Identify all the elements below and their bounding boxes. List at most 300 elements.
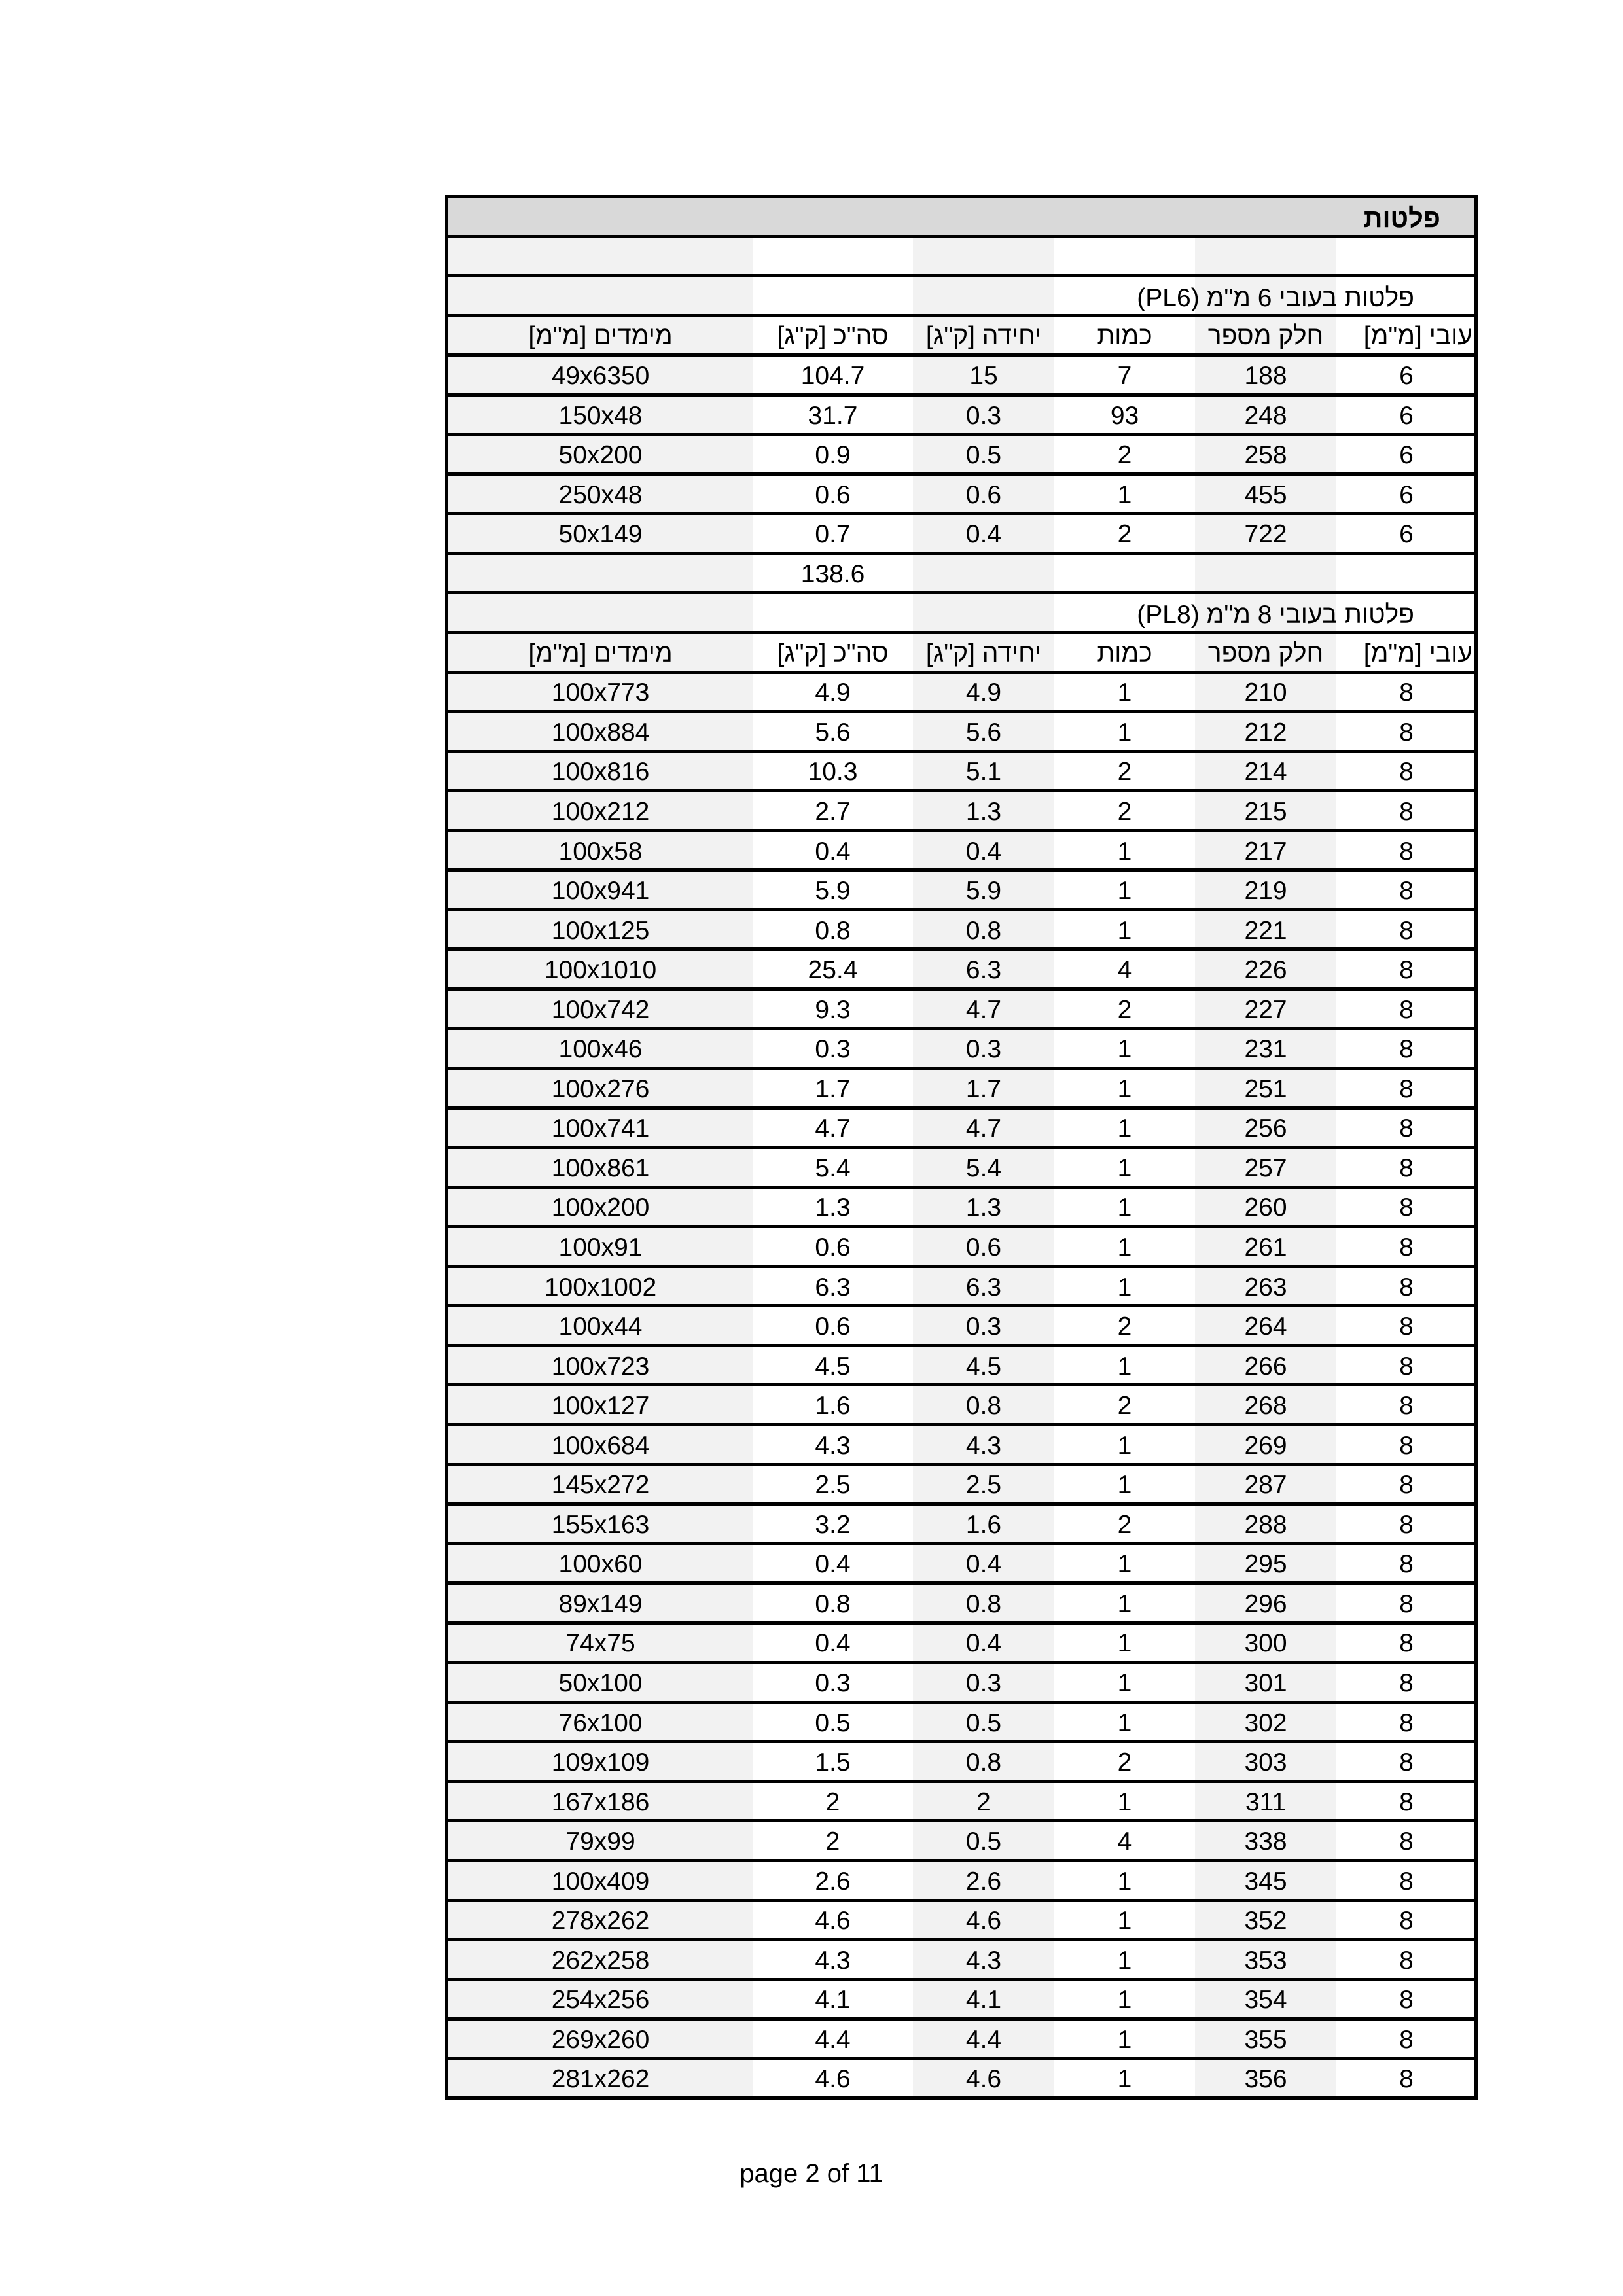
total-weight-cell: 1.7 [753,1070,913,1106]
unit-weight-cell: 0.3 [913,397,1054,433]
unit-weight-cell: 0.4 [913,515,1054,552]
part-number-cell: 258 [1195,436,1336,472]
part-number-cell: 251 [1195,1070,1336,1106]
quantity-cell: 2 [1054,792,1195,829]
quantity-cell: 1 [1054,2060,1195,2097]
dimensions-cell: 79x99 [448,1822,753,1859]
dimensions-cell: 100x127 [448,1386,753,1423]
part-number-cell: 288 [1195,1506,1336,1542]
unit-weight-cell: 4.1 [913,1981,1054,2018]
empty-cell [753,198,913,235]
dimensions-cell: 100x409 [448,1862,753,1899]
table-row [448,713,1476,753]
section-title-row [448,594,1476,634]
total-weight-cell: 5.9 [753,872,913,908]
empty-cell [1054,555,1195,592]
thickness-cell: 8 [1336,1030,1476,1067]
total-weight-cell: 0.6 [753,1228,913,1265]
quantity-cell: 1 [1054,1862,1195,1899]
table-right-border [1474,195,1478,2100]
thickness-cell: 8 [1336,2021,1476,2057]
quantity-cell: 1 [1054,1585,1195,1621]
thickness-cell: 8 [1336,1585,1476,1621]
thickness-cell: 8 [1336,1625,1476,1661]
table-row [448,1149,1476,1189]
quantity-cell: 2 [1054,1307,1195,1344]
header-unit-weight: יחידה [ק"ג] [913,634,1054,671]
dimensions-cell: 100x1010 [448,951,753,987]
unit-weight-cell: 1.6 [913,1506,1054,1542]
total-weight-cell: 9.3 [753,991,913,1027]
dimensions-cell: 269x260 [448,2021,753,2057]
table-row [448,1228,1476,1268]
unit-weight-cell: 4.7 [913,991,1054,1027]
section-title: פלטות בעובי 8 מ"מ (PL8) [1137,601,1414,629]
part-number-cell: 352 [1195,1902,1336,1939]
table-row [448,792,1476,832]
dimensions-cell: 250x48 [448,476,753,512]
unit-weight-cell: 2.6 [913,1862,1054,1899]
thickness-cell: 6 [1336,476,1476,512]
total-weight-cell: 0.3 [753,1030,913,1067]
thickness-cell: 8 [1336,1743,1476,1780]
thickness-cell: 8 [1336,1506,1476,1542]
quantity-cell: 7 [1054,357,1195,393]
table-row [448,1506,1476,1545]
dimensions-cell: 100x816 [448,753,753,790]
table-row [448,1070,1476,1110]
quantity-cell: 2 [1054,1506,1195,1542]
total-weight-cell: 4.4 [753,2021,913,2057]
table-row [448,1941,1476,1981]
quantity-cell: 1 [1054,674,1195,711]
part-number-cell: 311 [1195,1783,1336,1820]
unit-weight-cell: 4.3 [913,1941,1054,1978]
part-number-cell: 287 [1195,1466,1336,1503]
header-dimensions: מימדים [מ"מ] [448,317,753,354]
dimensions-cell: 278x262 [448,1902,753,1939]
quantity-cell: 2 [1054,1386,1195,1423]
unit-weight-cell: 4.5 [913,1347,1054,1384]
total-weight-cell: 2 [753,1822,913,1859]
dimensions-cell: 100x58 [448,832,753,869]
total-weight-cell: 0.4 [753,832,913,869]
part-number-cell: 269 [1195,1426,1336,1463]
table-row [448,951,1476,991]
thickness-cell: 8 [1336,911,1476,948]
total-weight-cell: 6.3 [753,1268,913,1305]
empty-cell [1054,238,1195,275]
thickness-cell: 8 [1336,1426,1476,1463]
thickness-cell: 8 [1336,713,1476,750]
table-row [448,2021,1476,2060]
quantity-cell: 1 [1054,911,1195,948]
thickness-cell: 8 [1336,1466,1476,1503]
header-total-weight: סה"כ [ק"ג] [753,634,913,671]
dimensions-cell: 100x941 [448,872,753,908]
thickness-cell: 8 [1336,1783,1476,1820]
unit-weight-cell: 6.3 [913,951,1054,987]
quantity-cell: 1 [1054,1110,1195,1146]
total-weight-cell: 0.6 [753,1307,913,1344]
section-title-row [448,277,1476,317]
empty-cell [1336,238,1476,275]
thickness-cell: 8 [1336,1386,1476,1423]
part-number-cell: 260 [1195,1189,1336,1226]
unit-weight-cell: 2.5 [913,1466,1054,1503]
quantity-cell: 1 [1054,1783,1195,1820]
unit-weight-cell: 0.4 [913,1545,1054,1582]
unit-weight-cell: 5.6 [913,713,1054,750]
sheet-title: פלטות [1363,204,1440,234]
empty-cell [913,277,1054,314]
empty-cell [1054,198,1195,235]
thickness-cell: 8 [1336,1347,1476,1384]
unit-weight-cell: 1.3 [913,1189,1054,1226]
total-weight-cell: 25.4 [753,951,913,987]
empty-cell [1195,555,1336,592]
part-number-cell: 722 [1195,515,1336,552]
thickness-cell: 8 [1336,991,1476,1027]
table-row [448,1268,1476,1308]
table-row [448,1585,1476,1625]
part-number-cell: 354 [1195,1981,1336,2018]
part-number-cell: 212 [1195,713,1336,750]
table-row [448,991,1476,1031]
quantity-cell: 1 [1054,1189,1195,1226]
dimensions-cell: 100x684 [448,1426,753,1463]
dimensions-cell: 262x258 [448,1941,753,1978]
section-title: פלטות בעובי 6 מ"מ (PL6) [1137,283,1414,312]
thickness-cell: 8 [1336,1189,1476,1226]
quantity-cell: 1 [1054,713,1195,750]
part-number-cell: 248 [1195,397,1336,433]
empty-cell [913,555,1054,592]
unit-weight-cell: 6.3 [913,1268,1054,1305]
quantity-cell: 1 [1054,1347,1195,1384]
total-weight-cell: 2.6 [753,1862,913,1899]
quantity-cell: 1 [1054,1149,1195,1186]
total-weight-cell: 0.8 [753,1585,913,1621]
unit-weight-cell: 15 [913,357,1054,393]
total-weight-cell: 0.5 [753,1704,913,1740]
table-row [448,1783,1476,1823]
table-row [448,1386,1476,1426]
unit-weight-cell: 4.6 [913,1902,1054,1939]
section-total-weight: 138.6 [753,555,913,592]
dimensions-cell: 50x149 [448,515,753,552]
quantity-cell: 93 [1054,397,1195,433]
thickness-cell: 8 [1336,753,1476,790]
part-number-cell: 257 [1195,1149,1336,1186]
quantity-cell: 4 [1054,951,1195,987]
dimensions-cell: 167x186 [448,1783,753,1820]
unit-weight-cell: 5.4 [913,1149,1054,1186]
quantity-cell: 1 [1054,832,1195,869]
thickness-cell: 8 [1336,1664,1476,1701]
table-row [448,1110,1476,1150]
unit-weight-cell: 5.1 [913,753,1054,790]
quantity-cell: 1 [1054,1466,1195,1503]
unit-weight-cell: 1.3 [913,792,1054,829]
dimensions-cell: 281x262 [448,2060,753,2097]
unit-weight-cell: 2 [913,1783,1054,1820]
table-row [448,1189,1476,1229]
thickness-cell: 8 [1336,1545,1476,1582]
quantity-cell: 1 [1054,1268,1195,1305]
dimensions-cell: 49x6350 [448,357,753,393]
thickness-cell: 8 [1336,1862,1476,1899]
quantity-cell: 2 [1054,991,1195,1027]
unit-weight-cell: 4.6 [913,2060,1054,2097]
thickness-cell: 8 [1336,1070,1476,1106]
quantity-cell: 1 [1054,1941,1195,1978]
quantity-cell: 1 [1054,2021,1195,2057]
quantity-cell: 1 [1054,1902,1195,1939]
total-weight-cell: 5.4 [753,1149,913,1186]
unit-weight-cell: 5.9 [913,872,1054,908]
quantity-cell: 1 [1054,1625,1195,1661]
table-row [448,1862,1476,1902]
part-number-cell: 217 [1195,832,1336,869]
part-number-cell: 345 [1195,1862,1336,1899]
dimensions-cell: 100x125 [448,911,753,948]
empty-cell [913,594,1054,631]
table-row [448,1426,1476,1466]
empty-cell [1195,238,1336,275]
total-weight-cell: 4.6 [753,1902,913,1939]
empty-cell [448,238,753,275]
thickness-cell: 8 [1336,832,1476,869]
unit-weight-cell: 0.8 [913,911,1054,948]
dimensions-cell: 100x742 [448,991,753,1027]
unit-weight-cell: 0.5 [913,1822,1054,1859]
total-weight-cell: 10.3 [753,753,913,790]
part-number-cell: 219 [1195,872,1336,908]
total-weight-cell: 1.3 [753,1189,913,1226]
total-weight-cell: 2.5 [753,1466,913,1503]
part-number-cell: 210 [1195,674,1336,711]
table-row [448,1981,1476,2021]
unit-weight-cell: 1.7 [913,1070,1054,1106]
column-header-row [448,317,1476,357]
total-weight-cell: 0.7 [753,515,913,552]
table-row [448,753,1476,793]
thickness-cell: 8 [1336,1110,1476,1146]
table-row [448,2060,1476,2100]
total-weight-cell: 0.6 [753,476,913,512]
part-number-cell: 266 [1195,1347,1336,1384]
total-weight-cell: 4.6 [753,2060,913,2097]
dimensions-cell: 76x100 [448,1704,753,1740]
header-dimensions: מימדים [מ"מ] [448,634,753,671]
total-weight-cell: 0.4 [753,1545,913,1582]
dimensions-cell: 109x109 [448,1743,753,1780]
quantity-cell: 1 [1054,872,1195,908]
thickness-cell: 8 [1336,1941,1476,1978]
dimensions-cell: 100x91 [448,1228,753,1265]
empty-cell [913,238,1054,275]
table-row [448,911,1476,951]
quantity-cell: 1 [1054,1070,1195,1106]
header-quantity: כמות [1054,634,1195,671]
part-number-cell: 227 [1195,991,1336,1027]
unit-weight-cell: 0.8 [913,1743,1054,1780]
unit-weight-cell: 0.6 [913,1228,1054,1265]
empty-cell [448,555,753,592]
dimensions-cell: 145x272 [448,1466,753,1503]
table-row [448,1664,1476,1704]
empty-cell [913,198,1054,235]
quantity-cell: 1 [1054,1030,1195,1067]
part-number-cell: 214 [1195,753,1336,790]
quantity-cell: 4 [1054,1822,1195,1859]
part-number-cell: 338 [1195,1822,1336,1859]
part-number-cell: 302 [1195,1704,1336,1740]
dimensions-cell: 100x723 [448,1347,753,1384]
thickness-cell: 8 [1336,1149,1476,1186]
dimensions-cell: 155x163 [448,1506,753,1542]
column-header-row [448,634,1476,674]
quantity-cell: 1 [1054,1704,1195,1740]
table-row [448,357,1476,397]
quantity-cell: 1 [1054,1664,1195,1701]
total-weight-cell: 3.2 [753,1506,913,1542]
quantity-cell: 1 [1054,1228,1195,1265]
unit-weight-cell: 4.3 [913,1426,1054,1463]
page-number: page 2 of 11 [740,2159,883,2188]
empty-cell [448,594,753,631]
unit-weight-cell: 0.8 [913,1585,1054,1621]
quantity-cell: 1 [1054,1545,1195,1582]
header-unit-weight: יחידה [ק"ג] [913,317,1054,354]
total-weight-cell: 31.7 [753,397,913,433]
table-row [448,1466,1476,1506]
empty-cell [753,238,913,275]
unit-weight-cell: 4.9 [913,674,1054,711]
table-row [448,1307,1476,1347]
unit-weight-cell: 0.4 [913,832,1054,869]
unit-weight-cell: 0.5 [913,436,1054,472]
total-weight-cell: 4.5 [753,1347,913,1384]
unit-weight-cell: 0.6 [913,476,1054,512]
header-part-number: חלק מספר [1195,634,1336,671]
unit-weight-cell: 0.8 [913,1386,1054,1423]
dimensions-cell: 100x741 [448,1110,753,1146]
dimensions-cell: 150x48 [448,397,753,433]
table-row [448,1902,1476,1942]
thickness-cell: 8 [1336,792,1476,829]
quantity-cell: 1 [1054,1981,1195,2018]
total-weight-cell: 4.3 [753,1941,913,1978]
header-part-number: חלק מספר [1195,317,1336,354]
total-weight-cell: 2 [753,1783,913,1820]
dimensions-cell: 89x149 [448,1585,753,1621]
dimensions-cell: 50x100 [448,1664,753,1701]
table-row [448,1743,1476,1783]
unit-weight-cell: 4.7 [913,1110,1054,1146]
part-number-cell: 295 [1195,1545,1336,1582]
total-weight-cell: 5.6 [753,713,913,750]
thickness-cell: 8 [1336,1822,1476,1859]
section-total-row [448,555,1476,595]
dimensions-cell: 50x200 [448,436,753,472]
table-row [448,832,1476,872]
part-number-cell: 263 [1195,1268,1336,1305]
dimensions-cell: 254x256 [448,1981,753,2018]
unit-weight-cell: 0.4 [913,1625,1054,1661]
table-row [448,1625,1476,1665]
dimensions-cell: 74x75 [448,1625,753,1661]
quantity-cell: 1 [1054,1426,1195,1463]
table-row [448,1030,1476,1070]
total-weight-cell: 4.7 [753,1110,913,1146]
table-row [448,436,1476,476]
dimensions-cell: 100x60 [448,1545,753,1582]
dimensions-cell: 100x276 [448,1070,753,1106]
total-weight-cell: 1.6 [753,1386,913,1423]
empty-cell [1336,555,1476,592]
thickness-cell: 8 [1336,1981,1476,2018]
dimensions-cell: 100x884 [448,713,753,750]
part-number-cell: 268 [1195,1386,1336,1423]
table-row [448,1822,1476,1862]
part-number-cell: 303 [1195,1743,1336,1780]
quantity-cell: 2 [1054,1743,1195,1780]
unit-weight-cell: 4.4 [913,2021,1054,2057]
thickness-cell: 8 [1336,1704,1476,1740]
thickness-cell: 8 [1336,872,1476,908]
part-number-cell: 256 [1195,1110,1336,1146]
quantity-cell: 1 [1054,476,1195,512]
thickness-cell: 8 [1336,1307,1476,1344]
thickness-cell: 8 [1336,2060,1476,2097]
dimensions-cell: 100x46 [448,1030,753,1067]
part-number-cell: 296 [1195,1585,1336,1621]
table-row [448,674,1476,714]
quantity-cell: 2 [1054,753,1195,790]
part-number-cell: 455 [1195,476,1336,512]
dimensions-cell: 100x200 [448,1189,753,1226]
total-weight-cell: 0.9 [753,436,913,472]
header-thickness: עובי [מ"מ] [1336,634,1476,671]
empty-cell [448,277,753,314]
thickness-cell: 8 [1336,1268,1476,1305]
empty-cell [753,594,913,631]
table-row [448,1545,1476,1585]
total-weight-cell: 0.4 [753,1625,913,1661]
thickness-cell: 8 [1336,1902,1476,1939]
sheet-title-row [448,198,1476,238]
table-row [448,1347,1476,1387]
total-weight-cell: 4.3 [753,1426,913,1463]
total-weight-cell: 4.1 [753,1981,913,2018]
thickness-cell: 6 [1336,357,1476,393]
total-weight-cell: 2.7 [753,792,913,829]
thickness-cell: 6 [1336,436,1476,472]
empty-cell [1195,198,1336,235]
unit-weight-cell: 0.3 [913,1030,1054,1067]
thickness-cell: 8 [1336,674,1476,711]
table-row [448,872,1476,911]
table-row [448,515,1476,555]
unit-weight-cell: 0.5 [913,1704,1054,1740]
quantity-cell: 2 [1054,436,1195,472]
part-number-cell: 353 [1195,1941,1336,1978]
dimensions-cell: 100x773 [448,674,753,711]
part-number-cell: 215 [1195,792,1336,829]
dimensions-cell: 100x861 [448,1149,753,1186]
